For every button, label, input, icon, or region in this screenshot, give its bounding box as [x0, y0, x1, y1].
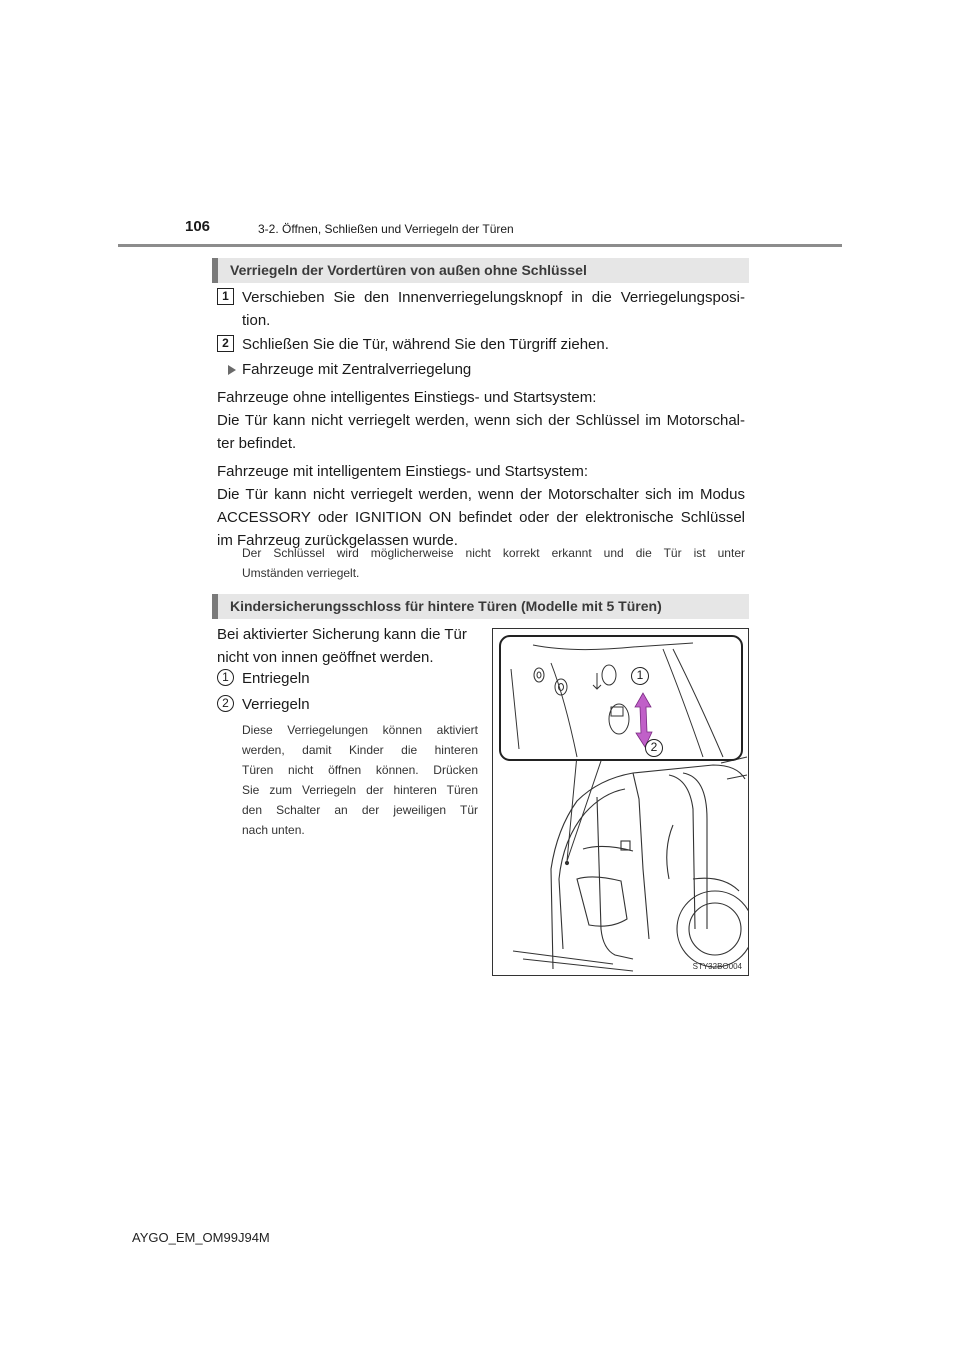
step-number-1: 1: [217, 288, 234, 305]
figure-code: STY32BO004: [692, 962, 742, 971]
child-lock-illustration: [492, 628, 749, 976]
item-number-1: 1: [217, 669, 234, 686]
section-title: Verriegeln der Vordertüren von außen ohne Schlüssel: [230, 262, 587, 278]
section-title: Kindersicherungsschloss für hintere Türen (Modelle mit 5 Türen): [230, 598, 662, 614]
note-line: Sie zum Verriegeln der hinteren Türen: [242, 783, 478, 797]
document-code: AYGO_EM_OM99J94M: [132, 1230, 270, 1245]
note-line: Der Schlüssel wird möglicherweise nicht korrekt erkannt und die Tür ist unter: [242, 546, 745, 560]
illustration-drawing: [493, 629, 748, 975]
intro-line: Bei aktivierter Sicherung kann die Tür: [217, 626, 467, 643]
paragraph-line: Fahrzeuge mit intelligentem Einstiegs- und Startsystem:: [217, 463, 588, 480]
note-line: den Schalter an der jeweiligen Tür: [242, 803, 478, 817]
note-line: Diese Verriegelungen können aktiviert: [242, 723, 478, 737]
chapter-title: 3-2. Öffnen, Schließen und Verriegeln der Türen: [258, 222, 514, 236]
note-line: Umständen verriegelt.: [242, 566, 360, 580]
figure-callout-2: 2: [645, 739, 663, 757]
paragraph-line: ACCESSORY oder IGNITION ON befindet oder der elektronische Schlüssel: [217, 509, 745, 526]
paragraph-line: Fahrzeuge ohne intelligentes Einstiegs- und Startsystem:: [217, 389, 597, 406]
paragraph-line: Die Tür kann nicht verriegelt werden, wenn sich der Schlüssel im Motorschal-: [217, 412, 745, 429]
section-heading-bar: [212, 258, 749, 283]
step-2-text: Schließen Sie die Tür, während Sie den Türgriff ziehen.: [242, 336, 609, 353]
paragraph-line: im Fahrzeug zurückgelassen wurde.: [217, 532, 458, 549]
note-line: Türen nicht öffnen können. Drücken: [242, 763, 478, 777]
intro-line: nicht von innen geöffnet werden.: [217, 649, 434, 666]
item-label-lock: Verriegeln: [242, 696, 310, 713]
section-heading-bar: [212, 594, 749, 619]
step-1-text-line1: Verschieben Sie den Innenverriegelungsknopf in die Verriegelungsposi-: [242, 289, 745, 306]
bullet-heading: Fahrzeuge mit Zentralverriegelung: [242, 361, 472, 378]
paragraph-line: ter befindet.: [217, 435, 297, 452]
step-1-text-line2: tion.: [242, 312, 271, 329]
item-number-2: 2: [217, 695, 234, 712]
figure-callout-1: 1: [631, 667, 649, 685]
header-divider: [118, 244, 842, 247]
step-number-2: 2: [217, 335, 234, 352]
page-number: 106: [185, 218, 211, 235]
paragraph-line: Die Tür kann nicht verriegelt werden, wenn der Motorschalter sich im Modus: [217, 486, 745, 503]
item-label-unlock: Entriegeln: [242, 670, 310, 687]
note-line: werden, damit Kinder die hinteren: [242, 743, 478, 757]
bullet-triangle-icon: [228, 365, 236, 375]
note-line: nach unten.: [242, 823, 305, 837]
